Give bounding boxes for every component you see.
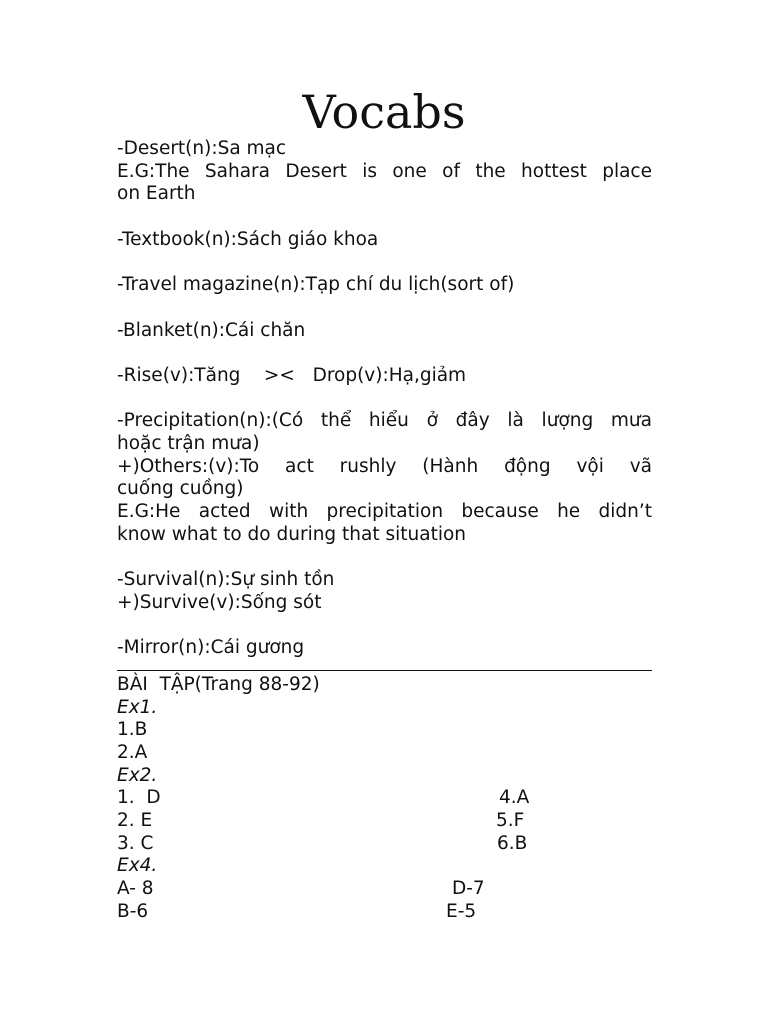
blank-line [117,614,652,637]
vocab-mirror: -Mirror(n):Cái gương [117,637,305,659]
vocab-content [117,138,652,923]
ex4-answer-right: E-5 [446,900,477,922]
ex4-answer-right: D-7 [452,878,485,899]
blank-line [117,297,652,320]
blank-line [117,342,652,365]
ex4-label: Ex4. [117,855,158,877]
ex2-answer-left: 1. D [117,787,161,809]
ex1-answer: 2.A [117,741,148,763]
ex2-label: Ex2. [117,764,158,786]
vocab-desert: -Desert(n):Sa mạc [117,138,287,159]
ex4-answer-left: A- 8 [117,878,154,899]
ex2-answer-left: 2. E [117,809,153,831]
ex1-answer: 1.B [117,719,148,741]
blank-line [117,206,652,229]
ex2-answer-right: 5.F [496,809,525,831]
vocab-precipitation-line-2: hoặc trận mưa) [117,432,260,454]
vocab-desert-example-line-1: E.G:The Sahara Desert is one of the hottest place [117,160,652,182]
ex2-answer-right: 6.B [497,832,528,854]
section-divider [117,670,652,671]
ex4-answer-row [117,901,652,924]
blank-line [117,388,652,411]
ex2-answer-row [117,833,652,856]
ex2-answer-left: 3. C [117,832,154,854]
vocab-desert-example-line-2: on Earth [117,183,196,205]
vocab-precipitation-example-line-1: E.G:He acted with precipitation because he didn’t [117,501,652,522]
vocab-others-line-2: cuống cuồng) [117,478,244,500]
ex2-answer-right: 4.A [499,787,530,809]
blank-line [117,546,652,569]
vocab-others-line-1: +)Others:(v):To act rushly (Hành động vội vã [117,455,652,477]
vocab-survival: -Survival(n):Sự sinh tồn [117,569,335,591]
ex4-answer-left: B-6 [117,900,149,922]
vocab-blanket: -Blanket(n):Cái chăn [117,319,306,341]
blank-line [117,251,652,274]
ex2-answer-row [117,810,652,833]
vocab-precipitation-example-line-2: know what to do during that situation [117,523,467,545]
document-title: Vocabs [302,85,466,139]
vocab-precipitation-line-1: -Precipitation(n):(Có thể hiểu ở đây là lượng mưa [117,410,652,432]
vocab-travel-magazine: -Travel magazine(n):Tạp chí du lịch(sort of) [117,274,515,296]
ex1-label: Ex1. [117,696,158,718]
ex2-answer-row [117,787,652,810]
exercises-heading: BÀI TẬP(Trang 88-92) [117,673,320,695]
vocab-textbook: -Textbook(n):Sách giáo khoa [117,228,379,250]
vocab-survive: +)Survive(v):Sống sót [117,591,322,613]
vocab-rise-drop: -Rise(v):Tăng >< Drop(v):Hạ,giảm [117,364,467,386]
ex4-answer-row [117,878,652,901]
